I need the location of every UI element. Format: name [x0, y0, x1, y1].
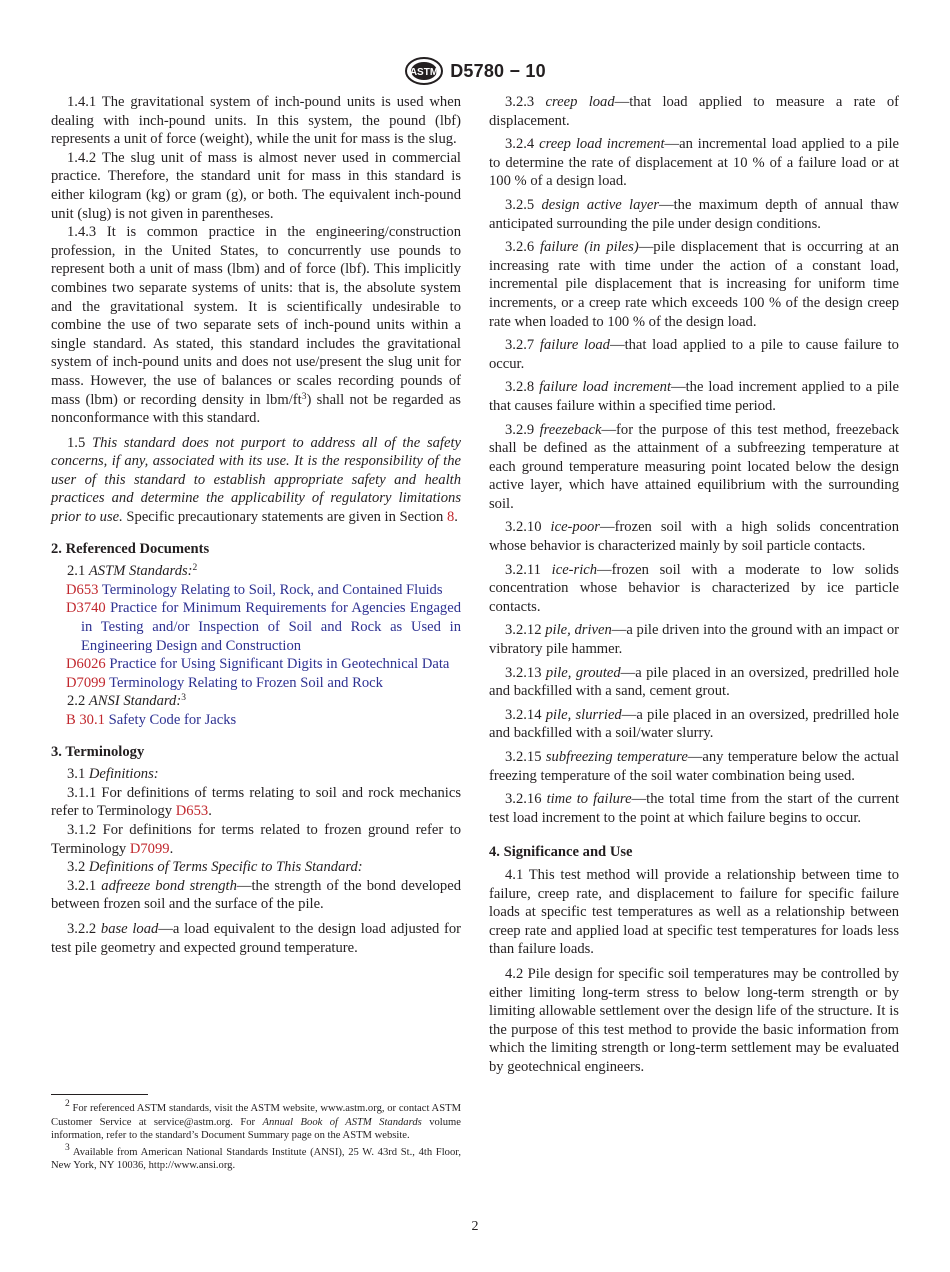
- section-1-4-1: 1.4.1 The gravitational system of inch-pound units is used when dealing with inch-pound units. In this system, the pound (lbf) represents a unit of force (weight), while the unit for mass is the slug.: [51, 94, 461, 148]
- right-column: [489, 93, 899, 1077]
- definition-item: 3.2.3 creep load—that load applied to measure a rate of displacement.: [489, 94, 899, 129]
- definition-item: 3.2.4 creep load increment—an incremental load applied to a pile to determine the rate of displacement at 10 % of a failure load or at 100 % of a design load.: [489, 136, 899, 190]
- section-8-link[interactable]: 8: [446, 509, 455, 526]
- reference-d6026[interactable]: D6026 Practice for Using Significant Digits in Geotechnical Data: [66, 656, 450, 673]
- section-3-1-1: 3.1.1 For definitions of terms relating to soil and rock mechanics refer to Terminology D653.: [51, 784, 461, 820]
- page-header: [0, 56, 950, 91]
- definition-item: 3.2.14 pile, slurried—a pile placed in an oversized, predrilled hole and backfilled with a soil/water slurry.: [489, 706, 899, 742]
- section-1-4-2: 1.4.2 The slug unit of mass is almost never used in commercial practice. Therefore, the standard unit for mass in this standard is either kilogram (kg) or gram (g), or both. The equivalent inch-pound unit (slug) is not given in parentheses.: [51, 149, 461, 222]
- section-3-1: 3.1 Definitions:: [67, 766, 159, 783]
- reference-d653[interactable]: D653 Terminology Relating to Soil, Rock, and Contained Fluids: [66, 581, 443, 598]
- footnote-2: $^2$ For referenced ASTM standards, visit the ASTM website, www.astm.org, or contact ASTM Customer Service at service@astm.org. For Annual Book of ASTM Standards volume information, refer to the standard’s Document Summary page on the ASTM website.: [51, 1099, 461, 1142]
- definition-item: 3.2.16 time to failure—the total time from the start of the current test load increment to the point at which failure begins to occur.: [489, 791, 899, 826]
- svg-text:ASTM: ASTM: [410, 67, 439, 78]
- section-2-2: 2.2 ANSI Standard:$^3$: [67, 693, 186, 710]
- section-3-1-2: 3.1.2 For definitions for terms related to frozen ground refer to Terminology D7099.: [51, 821, 461, 857]
- document-id: D5780 − 10: [450, 60, 546, 81]
- footnote-divider: [51, 1094, 148, 1095]
- footnotes: [51, 1099, 461, 1176]
- d7099-link[interactable]: D7099: [129, 840, 170, 857]
- astm-logo-icon: [404, 56, 444, 86]
- page-number: 2: [471, 1219, 479, 1234]
- definition-item: 3.2.10 ice-poor—frozen soil with a high solids concentration whose behavior is characterized mainly by soil particle contacts.: [489, 519, 899, 555]
- definition-item: 3.2.13 pile, grouted—a pile placed in an oversized, predrilled hole and backfilled with a sand, cement grout.: [489, 664, 899, 700]
- section-4-2: 4.2 Pile design for specific soil temperatures may be controlled by either limiting long-term stress to below long-term strength or by limiting allowable settlement over the design life of the structure. It is the purpose of this test method to provide the basic information from which the limiting strength or long-term settlement may be evaluated by geotechnical engineers.: [489, 965, 899, 1075]
- heading-significance-and-use: 4. Significance and Use: [489, 844, 633, 861]
- reference-d3740[interactable]: D3740 Practice for Minimum Requirements for Agencies Engaged in Testing and/or Inspection of Soil and Rock as Used in Engineering Design and Construction: [66, 600, 461, 654]
- section-2-1: 2.1 ASTM Standards:$^2$: [67, 563, 198, 580]
- section-3-2-2: 3.2.2 base load—a load equivalent to the design load adjusted for test pile geometry and expected ground temperature.: [51, 920, 461, 956]
- reference-b30-1[interactable]: B 30.1 Safety Code for Jacks: [66, 712, 237, 728]
- definition-item: 3.2.12 pile, driven—a pile driven into the ground with an impact or vibratory pile hammer.: [489, 622, 899, 658]
- heading-terminology: 3. Terminology: [51, 743, 145, 760]
- definition-item: 3.2.6 failure (in piles)—pile displacement that is occurring at an increasing rate with time under the action of a constant load, incremental pile displacement that is increasing for uniform time increments, or a creep rate which exceeds 100 % of the design creep rate when loaded to 100 % of the design load.: [489, 239, 899, 330]
- left-column: [51, 93, 461, 957]
- definition-item: 3.2.15 subfreezing temperature—any temperature below the actual freezing temperature of the soil water combination being used.: [489, 749, 899, 784]
- reference-d7099[interactable]: D7099 Terminology Relating to Frozen Soil and Rock: [66, 674, 383, 691]
- section-1-4-3: 1.4.3 It is common practice in the engineering/construction profession, in the United States, to concurrently use pounds to represent both a unit of mass (lbm) and of force (lbf). This implicitly combines two separate systems of units: that is, the absolute system and the gravitational system. It is scientifically undesirable to combine the use of two separate sets of inch-pound units within a single standard. As stated, this standard includes the gravitational system of inch-pound units and does not use/present the slug unit for mass. However, the use of balances or scales recording pounds of mass (lbm) or recording density in lbm/$ft^3$) shall not be regarded as nonconformance with this standard.: [51, 224, 461, 427]
- footnote-3: $^3$ Available from American National Standards Institute (ANSI), 25 W. 43rd St., 4th Floor, New York, NY 10036, http://www.ansi.org.: [51, 1142, 461, 1172]
- section-3-2: 3.2 Definitions of Terms Specific to This Standard:: [67, 859, 363, 876]
- section-4-1: 4.1 This test method will provide a relationship between time to failure, creep rate, and displacement to failure for specific failure loads at specific test temperatures as well as a relationship between creep rate and applied load at specific test temperatures for loads less than failure loads.: [489, 866, 899, 958]
- d653-link[interactable]: D653: [175, 803, 209, 820]
- definition-item: 3.2.5 design active layer—the maximum depth of annual thaw anticipated surrounding the pile under design conditions.: [489, 196, 899, 232]
- section-1-5: 1.5 This standard does not purport to address all of the safety concerns, if any, associated with its use. It is the responsibility of the user of this standard to establish appropriate safety and health practices and determine the applicability of regulatory limitations prior to use. Specific precautionary statements are given in Section 8.: [51, 434, 461, 526]
- heading-referenced-documents: 2. Referenced Documents: [51, 540, 210, 557]
- definition-item: 3.2.9 freezeback—for the purpose of this test method, freezeback shall be defined as the attainment of a subfreezing temperature at each ground temperature measuring point located below the design active layer, which have attained equilibrium with the surrounding soil.: [489, 421, 899, 512]
- definition-item: 3.2.8 failure load increment—the load increment applied to a pile that causes failure within a specified time period.: [489, 379, 899, 414]
- definition-item: 3.2.11 ice-rich—frozen soil with a moderate to low solids concentration whose behavior is characterized by ice particle contacts.: [489, 561, 899, 615]
- section-3-2-1: 3.2.1 adfreeze bond strength—the strength of the bond developed between frozen soil and the surface of the pile.: [51, 877, 461, 913]
- definition-item: 3.2.7 failure load—that load applied to a pile to cause failure to occur.: [489, 337, 899, 372]
